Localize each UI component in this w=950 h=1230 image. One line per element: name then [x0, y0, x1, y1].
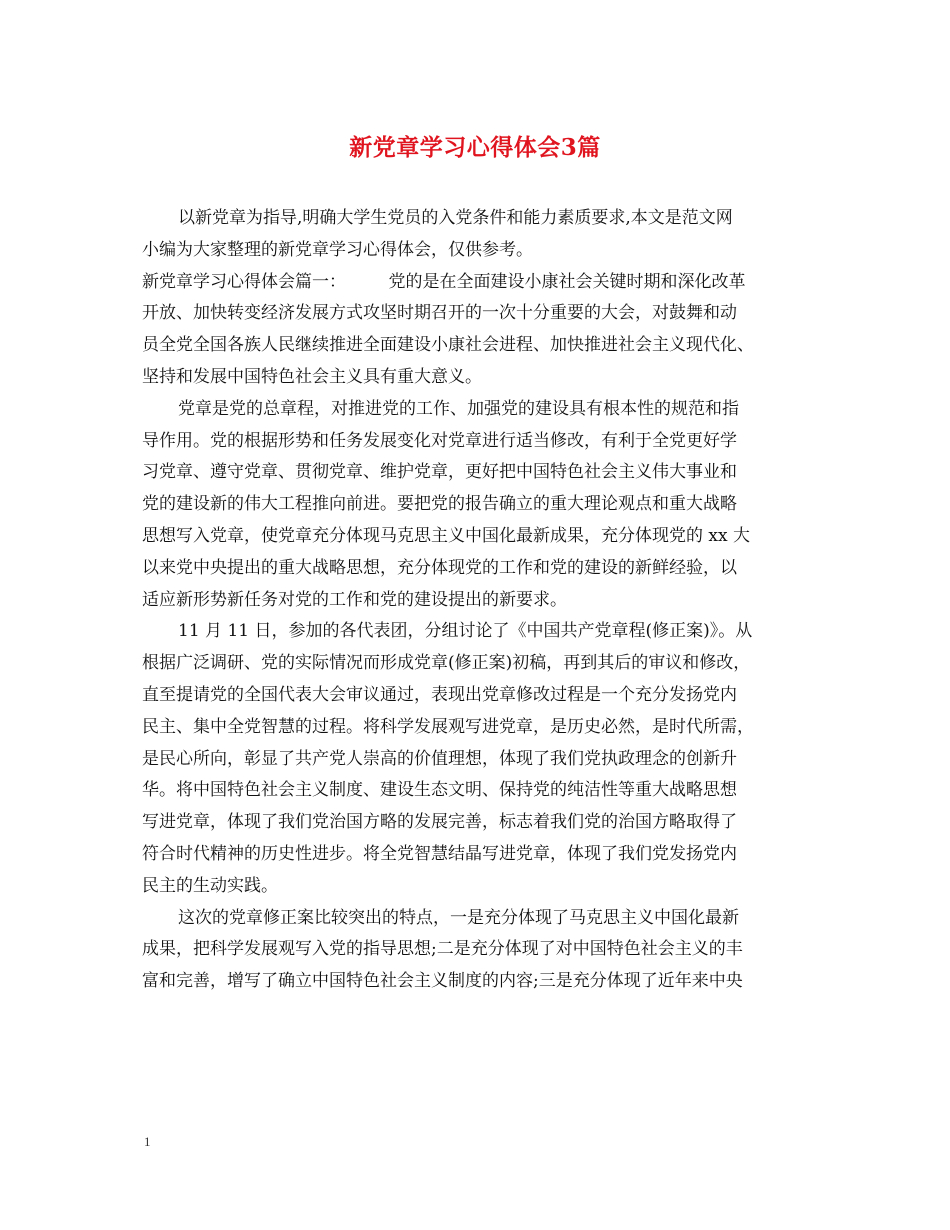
text-line: 民主的生动实践。: [142, 875, 278, 896]
text-line: 富和完善，增写了确立中国特色社会主义制度的内容;三是充分体现了近年来中央: [142, 971, 743, 992]
text-line: 11 月 11 日，参加的各代表团，分组讨论了《中国共产党章程(修正案)》。从: [178, 621, 753, 642]
text-line: 党章是党的总章程，对推进党的工作、加强党的建设具有根本性的规范和指: [178, 398, 739, 419]
text-line: 写进党章，体现了我们党治国方略的发展完善，标志着我们党的治国方略取得了: [142, 812, 737, 833]
text-line: 以来党中央提出的重大战略思想，充分体现党的工作和党的建设的新鲜经验，以: [142, 557, 737, 578]
text-line: 民主、集中全党智慧的过程。将科学发展观写进党章，是历史必然，是时代所需，: [142, 716, 754, 737]
text-line: 员全党全国各族人民继续推进全面建设小康社会进程、加快推进社会主义现代化、: [142, 335, 754, 356]
text-line: 华。将中国特色社会主义制度、建设生态文明、保持党的纯洁性等重大战略思想: [142, 780, 737, 801]
page-number: 1: [144, 1134, 151, 1149]
text-line: 成果，把科学发展观写入党的指导思想;二是充分体现了对中国特色社会主义的丰: [142, 939, 743, 960]
text-line: 坚持和发展中国特色社会主义具有重大意义。: [142, 366, 482, 387]
text-line: 党的建设新的伟大工程推向前进。要把党的报告确立的重大理论观点和重大战略: [142, 494, 737, 515]
text-line: 根据广泛调研、党的实际情况而形成党章(修正案)初稿，再到其后的审议和修改，: [142, 653, 751, 674]
text-line: 习党章、遵守党章、贯彻党章、维护党章，更好把中国特色社会主义伟大事业和: [142, 462, 737, 483]
text-line: 符合时代精神的历史性进步。将全党智慧结晶写进党章，体现了我们党发扬党内: [142, 843, 737, 864]
text-line: 直至提请党的全国代表大会审议通过，表现出党章修改过程是一个充分发扬党内: [142, 684, 737, 705]
text-line: 适应新形势新任务对党的工作和党的建设提出的新要求。: [142, 589, 567, 610]
text-line: 导作用。党的根据形势和任务发展变化对党章进行适当修改，有利于全党更好学: [142, 430, 737, 451]
text-line: 思想写入党章，使党章充分体现马克思主义中国化最新成果，充分体现党的 xx 大: [142, 525, 750, 546]
text-line: 是民心所向，彰显了共产党人崇高的价值理想，体现了我们党执政理念的创新升: [142, 748, 737, 769]
text-line: 新党章学习心得体会篇一： 党的是在全面建设小康社会关键时期和深化改革: [142, 271, 746, 292]
text-line: 小编为大家整理的新党章学习心得体会，仅供参考。: [142, 239, 533, 260]
text-line: 这次的党章修正案比较突出的特点，一是充分体现了马克思主义中国化最新: [178, 907, 739, 928]
document-title: 新党章学习心得体会3篇: [349, 134, 601, 161]
text-line: 开放、加快转变经济发展方式攻坚时期召开的一次十分重要的大会，对鼓舞和动: [142, 303, 737, 324]
document-body: [142, 203, 832, 998]
text-line: 以新党章为指导,明确大学生党员的入党条件和能力素质要求,本文是范文网: [178, 208, 733, 228]
